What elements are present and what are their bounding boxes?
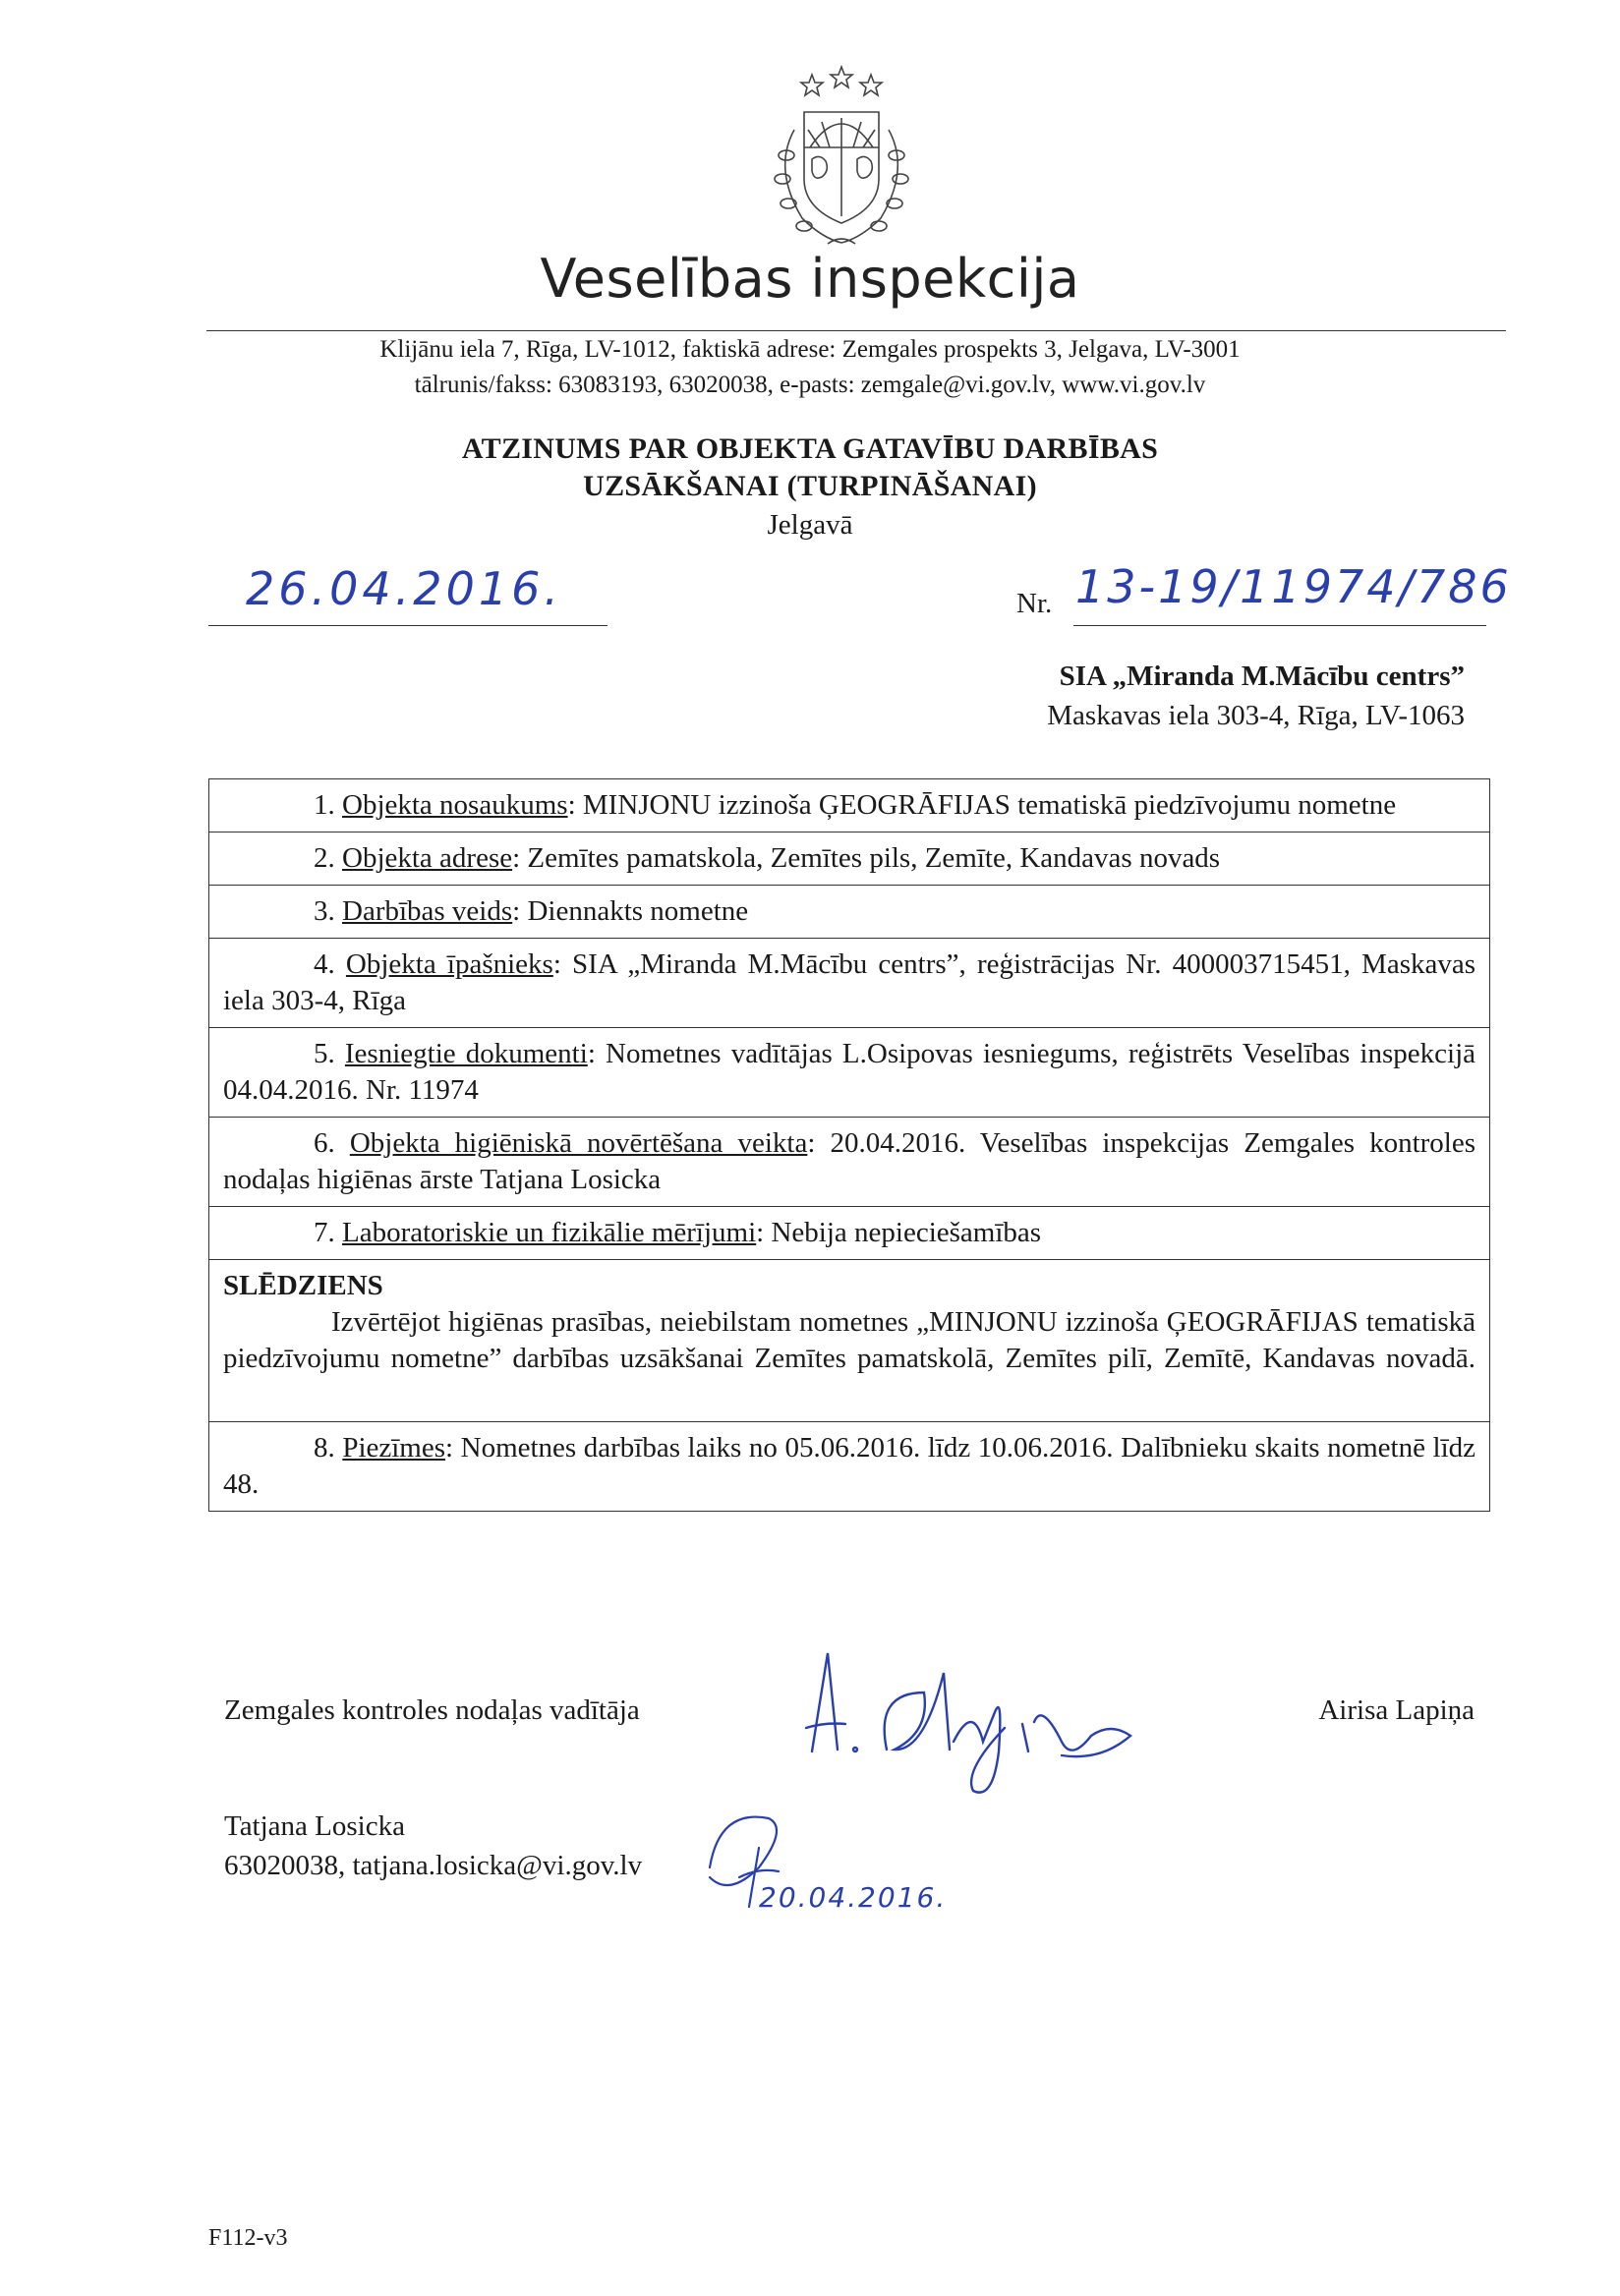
row-value: : Diennakts nometne bbox=[512, 895, 749, 927]
row-label: Darbības veids bbox=[342, 895, 513, 927]
table-row bbox=[209, 1028, 1489, 1118]
number-label: Nr. bbox=[1016, 588, 1053, 619]
row-label: Objekta īpašnieks bbox=[345, 948, 553, 980]
form-code: F112-v3 bbox=[208, 2225, 288, 2251]
document-place: Jelgavā bbox=[767, 509, 853, 541]
document-title-line1: ATZINUMS PAR OBJEKTA GATAVĪBU DARBĪBAS bbox=[461, 432, 1159, 465]
row-label: Piezīmes bbox=[342, 1432, 446, 1464]
table-row bbox=[209, 939, 1489, 1028]
row-number: 5. bbox=[314, 1038, 335, 1069]
conclusion-text: Izvērtējot higiēnas prasības, neiebilstam nometnes „MINJONU izzinoša ĢEOGRĀFIJAS tematiskā piedzīvojumu nometne” darbības uzsākšanai Zemītes pamatskolā, Zemītes pilī, Zemītē, Kandavas novadā. bbox=[223, 1306, 1475, 1374]
document-title-line2: UZSĀKŠANAI (TURPINĀŠANAI) bbox=[583, 470, 1037, 502]
handwritten-date: 26.04.2016. bbox=[246, 562, 562, 615]
row-number: 4. bbox=[314, 948, 335, 980]
recipient-address: Maskavas iela 303-4, Rīga, LV-1063 bbox=[1047, 700, 1465, 731]
notes-row bbox=[209, 1422, 1489, 1511]
row-value: : Nometnes darbības laiks no 05.06.2016. līdz 10.06.2016. Dalībnieku skaits nometnē līdz 48. bbox=[223, 1432, 1476, 1500]
table-row bbox=[209, 779, 1489, 832]
row-value: : MINJONU izzinoša ĢEOGRĀFIJAS tematiskā piedzīvojumu nometne bbox=[567, 789, 1397, 821]
row-number: 6. bbox=[314, 1127, 335, 1159]
date-underline bbox=[208, 625, 608, 626]
agency-address: Klijānu iela 7, Rīga, LV-1012, faktiskā adrese: Zemgales prospekts 3, Jelgava, LV-3001 bbox=[379, 336, 1241, 363]
table-row bbox=[209, 1207, 1489, 1260]
header-divider bbox=[206, 330, 1506, 331]
recipient-name: SIA „Miranda M.Mācību centrs” bbox=[1059, 660, 1465, 692]
row-value: : Nometnes vadītājas L.Osipovas iesniegums, reģistrēts Veselības inspekcijā 04.04.2016. Nr. 11974 bbox=[223, 1038, 1475, 1106]
row-label: Laboratoriskie un fizikālie mērījumi bbox=[342, 1217, 757, 1248]
row-label: Iesniegtie dokumenti bbox=[344, 1038, 588, 1069]
table-row bbox=[209, 1118, 1489, 1207]
row-number: 3. bbox=[314, 895, 335, 927]
row-number: 8. bbox=[314, 1432, 335, 1464]
signatory-name: Airisa Lapiņa bbox=[1318, 1694, 1475, 1726]
row-label: Objekta adrese bbox=[342, 842, 513, 874]
preparer-name: Tatjana Losicka bbox=[224, 1810, 405, 1842]
table-row bbox=[209, 832, 1489, 886]
preparer-contacts: 63020038, tatjana.losicka@vi.gov.lv bbox=[224, 1850, 643, 1881]
row-value: : SIA „Miranda M.Mācību centrs”, reģistrācijas Nr. 400003715451, Maskavas iela 303-4, Rīga bbox=[223, 948, 1476, 1016]
row-value: : Nebija nepieciešamības bbox=[756, 1217, 1042, 1248]
handwritten-document-number: 13-19/11974/786 bbox=[1075, 560, 1512, 613]
agency-name: Veselības inspekcija bbox=[540, 248, 1080, 310]
opinion-table bbox=[208, 778, 1490, 1512]
number-underline bbox=[1073, 625, 1486, 626]
table-row bbox=[209, 886, 1489, 939]
latvia-coat-of-arms-icon bbox=[743, 61, 940, 258]
conclusion-heading: SLĒDZIENS bbox=[223, 1270, 383, 1301]
row-label: Objekta higiēniskā novērtēšana veikta bbox=[349, 1127, 808, 1159]
handwritten-initials-date: 20.04.2016. bbox=[759, 1881, 948, 1914]
conclusion-row bbox=[209, 1260, 1489, 1422]
row-number: 2. bbox=[314, 842, 335, 874]
row-value: : Zemītes pamatskola, Zemītes pils, Zemīte, Kandavas novads bbox=[512, 842, 1221, 874]
row-number: 7. bbox=[314, 1217, 335, 1248]
row-value: : 20.04.2016. Veselības inspekcijas Zemgales kontroles nodaļas higiēnas ārste Tatjana Losicka bbox=[223, 1127, 1475, 1195]
row-label: Objekta nosaukums bbox=[342, 789, 568, 821]
agency-contacts: tālrunis/fakss: 63083193, 63020038, e-pasts: zemgale@vi.gov.lv, www.vi.gov.lv bbox=[414, 372, 1206, 398]
handwritten-signature bbox=[777, 1634, 1170, 1801]
row-number: 1. bbox=[314, 789, 335, 821]
signatory-title: Zemgales kontroles nodaļas vadītāja bbox=[224, 1694, 640, 1726]
